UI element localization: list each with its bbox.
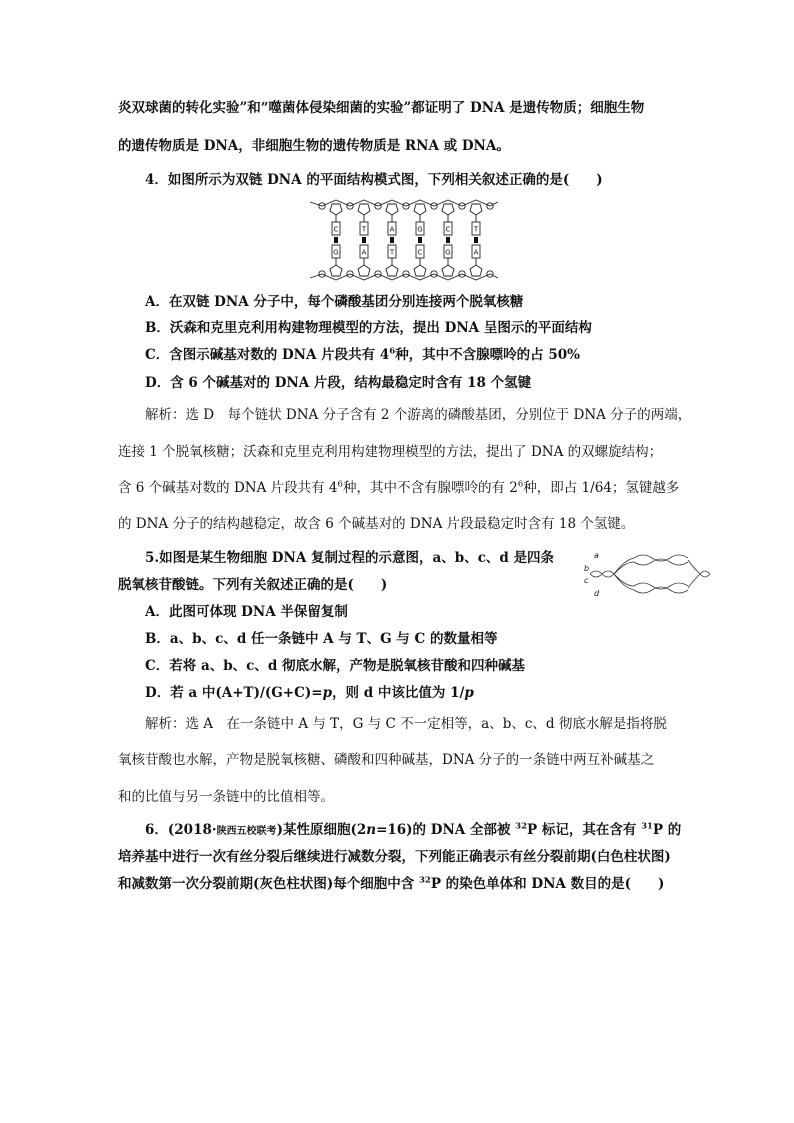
q5-option-d: D．若 a 中(A+T)/(G+C)=p，则 d 中该比值为 1/p [145, 685, 474, 701]
base-top-3: A [389, 225, 395, 234]
base-bottom-2: A [361, 248, 367, 257]
q5-answer-line-2: 氧核苷酸也水解，产物是脱氧核糖、磷酸和四种碱基，DNA 分子的一条链中两互补碱基之 [118, 752, 655, 768]
base-top-2: T [361, 225, 367, 234]
base-bottom-6: A [473, 248, 479, 257]
dna-replication-figure [580, 548, 712, 600]
intro-line-1: 炎双球菌的转化实验”和“噬菌体侵染细菌的实验”都证明了 DNA 是遗传物质；细胞生物 [118, 100, 645, 116]
q5-stem-line-2: 脱氧核苷酸链。下列有关叙述正确的是( ) [118, 577, 388, 593]
q4-option-a: A．在双链 DNA 分子中，每个磷酸基团分别连接两个脱氧核糖 [145, 294, 524, 310]
q4-option-b: B．沃森和克里克利用构建物理模型的方法，提出 DNA 呈图示的平面结构 [145, 320, 592, 336]
q6-stem-line-2: 培养基中进行一次有丝分裂后继续进行减数分裂，下列能正确表示有丝分裂前期(白色柱状图) [118, 849, 671, 865]
q5-option-a: A．此图可体现 DNA 半保留复制 [145, 604, 348, 620]
q4-answer-line-4: 的 DNA 分子的结构越稳定，故含 6 个碱基对的 DNA 片段最稳定时含有 18 个氢键。 [118, 516, 635, 532]
base-bottom-3: T [389, 248, 395, 257]
strand-label-d: d [594, 589, 600, 598]
q5-stem-line-1: 5.如图是某生物细胞 DNA 复制过程的示意图，a、b、c、d 是四条 [145, 550, 555, 566]
strand-label-b: b [584, 564, 590, 573]
dna-planar-structure-figure [306, 194, 502, 286]
q5-option-c: C．若将 a、b、c、d 彻底水解，产物是脱氧核苷酸和四种碱基 [145, 658, 525, 674]
q4-stem: 4．如图所示为双链 DNA 的平面结构模式图，下列相关叙述正确的是( ) [145, 172, 603, 188]
q5-answer-line-3: 和的比值与另一条链中的比值相等。 [118, 789, 334, 805]
q4-answer-line-3: 含 6 个碱基对数的 DNA 片段共有 $4^6$种，其中不含有腺嘌呤的有 $2^6$种，即占 1/64；氢键越多 [118, 479, 680, 496]
q4-option-d: D．含 6 个碱基对的 DNA 片段，结构最稳定时含有 18 个氢键 [145, 375, 532, 391]
q4-answer-line-2: 连接 1 个脱氧核糖；沃森和克里克利用构建物理模型的方法，提出了 DNA 的双螺旋结构； [118, 444, 663, 460]
q4-option-c: C．含图示碱基对数的 DNA 片段共有 $4^6$种，其中不含腺嘌呤的占 50% [145, 346, 581, 363]
q6-stem-line-1: 6．(2018·陕西五校联考)某性原细胞(2n=16)的 DNA 全部被 $^{32}$P 标记，其在含有 $^{31}$P 的 [145, 821, 682, 838]
q6-stem-line-3: 和减数第一次分裂前期(灰色柱状图)每个细胞中含 $^{32}$P 的染色单体和 DNA 数目的是( ) [118, 875, 665, 892]
q5-answer-line-1: 解析：选 A 在一条链中 A 与 T，G 与 C 不一定相等，a、b、c、d 彻底水解是指将脱 [145, 716, 667, 732]
intro-line-2: 的遗传物质是 DNA，非细胞生物的遗传物质是 RNA 或 DNA。 [118, 138, 510, 154]
q4-answer-line-1: 解析：选 D 每个链状 DNA 分子含有 2 个游离的磷酸基团，分别位于 DNA 分子的两端， [145, 407, 692, 423]
base-bottom-1: G [333, 248, 339, 257]
base-top-1: C [333, 225, 339, 234]
base-top-6: T [473, 225, 479, 234]
base-bottom-5: G [445, 248, 451, 257]
q5-option-b: B．a、b、c、d 任一条链中 A 与 T、G 与 C 的数量相等 [145, 631, 498, 647]
base-bottom-4: C [417, 248, 423, 257]
base-top-4: G [417, 225, 423, 234]
strand-label-c: c [584, 576, 589, 585]
base-top-5: C [445, 225, 451, 234]
strand-label-a: a [594, 551, 599, 560]
